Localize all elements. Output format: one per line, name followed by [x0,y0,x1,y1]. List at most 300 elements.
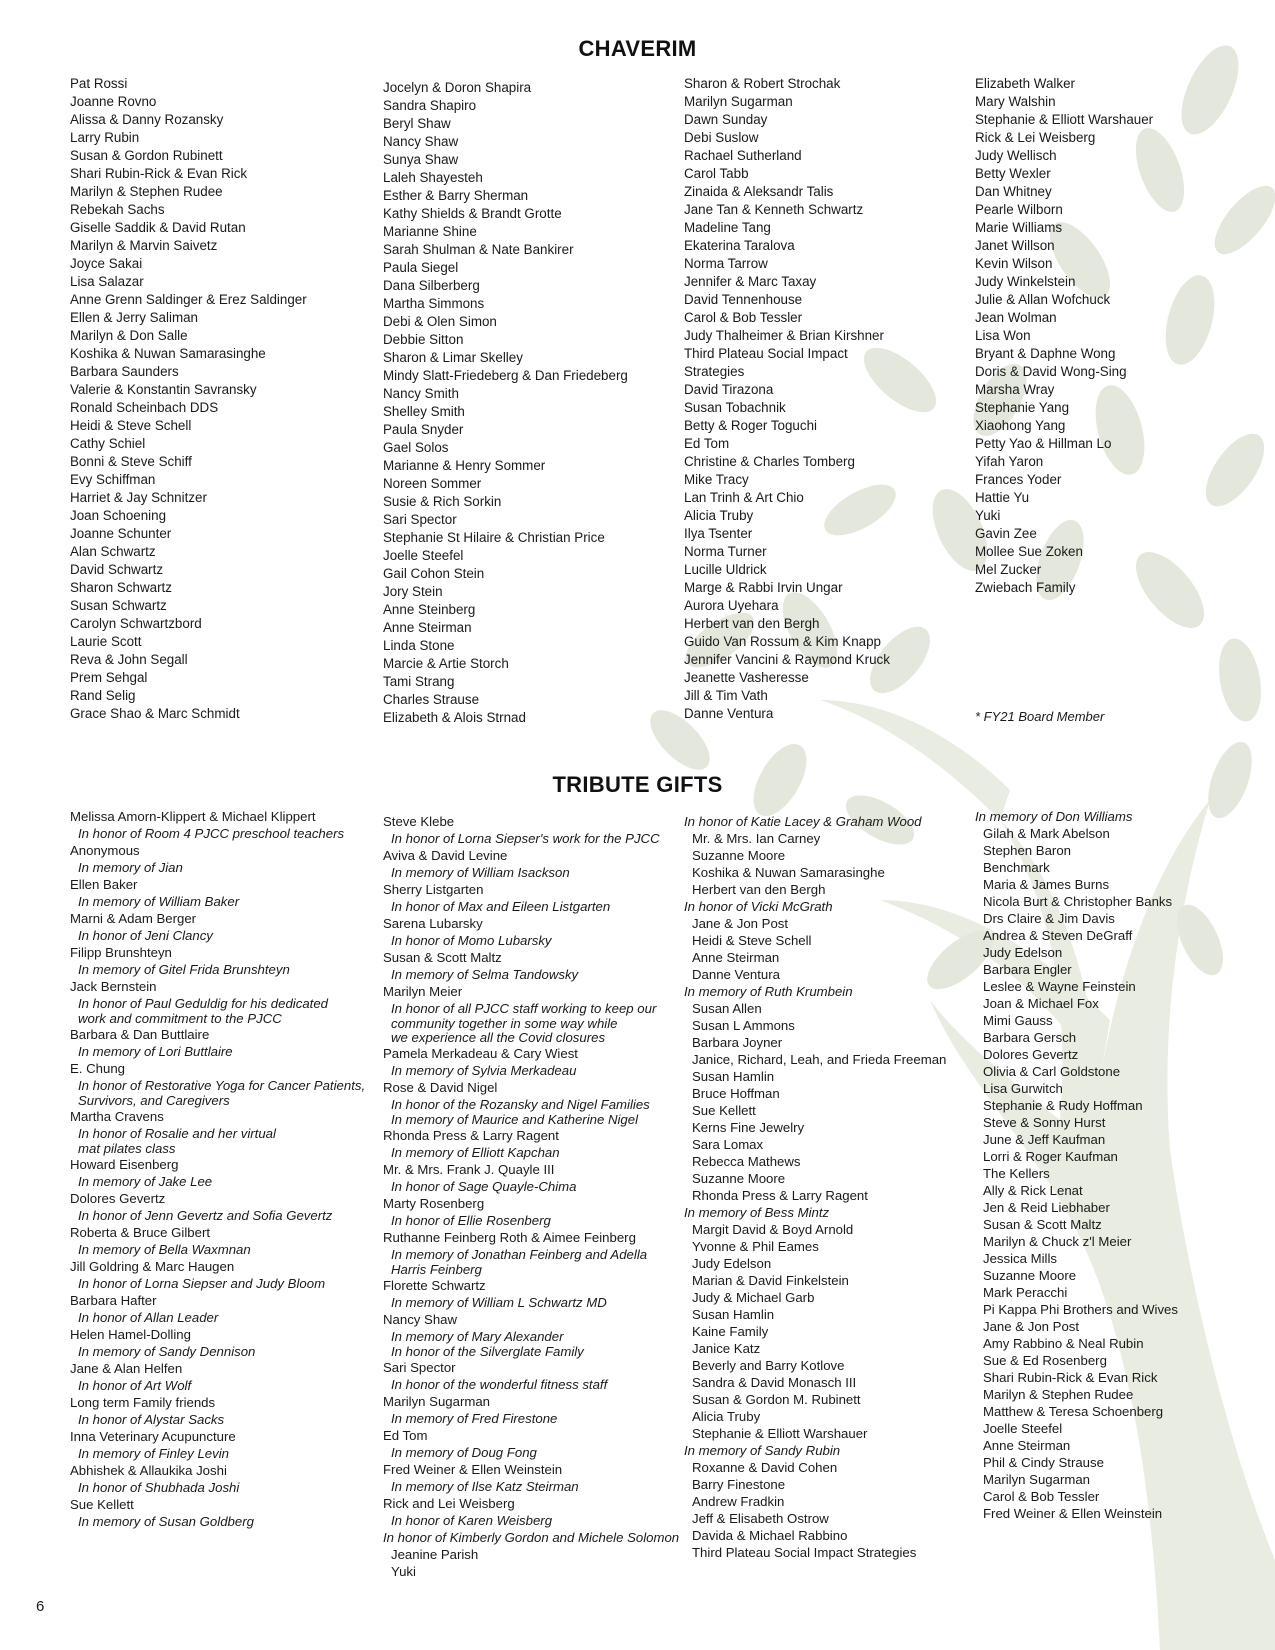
donor-name: Marge & Rabbi Irvin Ungar [684,580,843,595]
tribute-group-donor: Barry Finestone [692,1477,786,1492]
tribute-dedication: In honor of Ellie Rosenberg [391,1213,551,1228]
tribute-dedication: In honor of Restorative Yoga for Cancer Patients, [78,1078,366,1093]
tribute-donor: Florette Schwartz [383,1278,486,1293]
tribute-group-donor: Amy Rabbino & Neal Rubin [983,1336,1144,1351]
tribute-dedication: In memory of Bella Waxmnan [78,1242,251,1257]
tribute-group-donor: Anne Steirman [983,1438,1071,1453]
donor-name: Hattie Yu [975,490,1030,505]
donor-name: Joanne Schunter [70,526,172,541]
tribute-group-donor: Danne Ventura [692,967,780,982]
tribute-group-donor: Roxanne & David Cohen [692,1460,838,1475]
tribute-group-donor: Yvonne & Phil Eames [692,1239,819,1254]
donor-name: Carol & Bob Tessler [684,310,803,325]
donor-name: Debi Suslow [684,130,759,145]
tribute-group-donor: Gilah & Mark Abelson [983,826,1110,841]
tribute-group-donor: Nicola Burt & Christopher Banks [983,894,1173,909]
donor-name: Marcie & Artie Storch [383,656,509,671]
tribute-group-donor: Barbara Joyner [692,1035,783,1050]
donor-name: Susan Schwartz [70,598,167,613]
donor-name: Jean Wolman [975,310,1057,325]
tribute-group-heading: In honor of Kimberly Gordon and Michele Solomon [383,1530,680,1545]
tribute-donor: Sari Spector [383,1360,456,1375]
donor-name: Ronald Scheinbach DDS [70,400,219,415]
tribute-donor: Ellen Baker [70,877,138,892]
chaverim-column-2 [383,79,683,727]
donor-name: Julie & Allan Wofchuck [975,292,1111,307]
tribute-donor: Martha Cravens [70,1109,164,1124]
tribute-dedication: In memory of Fred Firestone [391,1411,558,1426]
tribute-group-heading: In memory of Ruth Krumbein [684,984,853,999]
donor-name: Debbie Sitton [383,332,464,347]
tribute-group-donor: Susan Hamlin [692,1307,775,1322]
donor-name: Marsha Wray [975,382,1055,397]
tribute-group-donor: Stephanie & Rudy Hoffman [983,1098,1143,1113]
board-member-note: * FY21 Board Member [975,709,1105,724]
tribute-group-donor: Matthew & Teresa Schoenberg [983,1404,1164,1419]
donor-name: Zwiebach Family [975,580,1076,595]
tribute-group-donor: Mark Peracchi [983,1285,1068,1300]
donor-name: Susan Tobachnik [684,400,786,415]
tribute-dedication: In honor of Shubhada Joshi [78,1480,240,1495]
donor-name: Paula Siegel [383,260,459,275]
donor-name: David Schwartz [70,562,164,577]
tribute-dedication: In memory of William Isackson [391,865,570,880]
tribute-dedication: Survivors, and Caregivers [78,1093,230,1108]
tribute-group-donor: Heidi & Steve Schell [692,933,812,948]
tribute-group-donor: Marilyn & Chuck z'l Meier [983,1234,1132,1249]
tribute-group-donor: Suzanne Moore [983,1268,1077,1283]
tribute-dedication: In memory of Elliott Kapchan [391,1145,560,1160]
tribute-group-donor: Joan & Michael Fox [983,996,1099,1011]
donor-name: Strategies [684,364,745,379]
donor-name: Aurora Uyehara [684,598,779,613]
tribute-group-heading: In honor of Katie Lacey & Graham Wood [684,814,922,829]
tribute-donor: Ed Tom [383,1428,428,1443]
tribute-group-donor: Stephanie & Elliott Warshauer [692,1426,868,1441]
tribute-group-heading: In memory of Bess Mintz [684,1205,830,1220]
donor-name: Jill & Tim Vath [684,688,768,703]
donor-name: Rebekah Sachs [70,202,165,217]
donor-name: Stephanie Yang [975,400,1070,415]
tribute-group-donor: Jane & Jon Post [983,1319,1080,1334]
donor-name: Laleh Shayesteh [383,170,483,185]
donor-name: Gail Cohon Stein [383,566,485,581]
donor-name: Dana Silberberg [383,278,480,293]
donor-name: Prem Sehgal [70,670,148,685]
tribute-group-donor: Sue & Ed Rosenberg [983,1353,1107,1368]
chaverim-title: CHAVERIM [578,36,697,61]
donor-name: Marilyn & Marvin Saivetz [70,238,218,253]
tribute-donor: Ruthanne Feinberg Roth & Aimee Feinberg [383,1230,636,1245]
tribute-group-donor: Pi Kappa Phi Brothers and Wives [983,1302,1178,1317]
donor-name: Marilyn & Stephen Rudee [70,184,223,199]
donor-name: Marianne & Henry Sommer [383,458,546,473]
tribute-dedication: In memory of Lori Buttlaire [78,1044,233,1059]
tribute-donor: Marilyn Sugarman [383,1394,491,1409]
donor-name: Mary Walshin [975,94,1056,109]
tribute-group-heading: In memory of Sandy Rubin [684,1443,841,1458]
tribute-group-donor: Dolores Gevertz [983,1047,1079,1062]
tribute-group-donor: Shari Rubin-Rick & Evan Rick [983,1370,1158,1385]
donor-name: Ed Tom [684,436,730,451]
tribute-group-donor: Jeff & Elisabeth Ostrow [692,1511,829,1526]
donor-name: Alan Schwartz [70,544,156,559]
tribute-donor: Sherry Listgarten [383,882,484,897]
tribute-dedication: In honor of the Silverglate Family [391,1344,584,1359]
tribute-group-donor: Judy & Michael Garb [692,1290,815,1305]
tribute-donor: Rick and Lei Weisberg [383,1496,515,1511]
tribute-group-donor: Janice Katz [692,1341,761,1356]
donor-name: Mel Zucker [975,562,1042,577]
donor-name: Betty & Roger Toguchi [684,418,817,433]
tribute-dedication: In honor of Art Wolf [78,1378,192,1393]
tribute-group-heading: In memory of Don Williams [975,809,1133,824]
tribute-dedication: In memory of Jonathan Feinberg and Adella [391,1247,648,1262]
donor-name: Anne Grenn Saldinger & Erez Saldinger [70,292,307,307]
donor-name: Dan Whitney [975,184,1052,199]
tribute-group-donor: Susan Hamlin [692,1069,775,1084]
tribute-dedication: mat pilates class [78,1141,176,1156]
tribute-group-donor: Benchmark [983,860,1050,875]
donor-name: Janet Willson [975,238,1055,253]
tribute-column-2 [383,813,683,1580]
tribute-group-donor: Jen & Reid Liebhaber [983,1200,1110,1215]
donor-name: Kevin Wilson [975,256,1053,271]
tribute-group-donor: Barbara Gersch [983,1030,1077,1045]
tribute-dedication: In memory of Jian [78,860,183,875]
donor-name: Bonni & Steve Schiff [70,454,192,469]
donor-name: Joan Schoening [70,508,167,523]
tribute-dedication: In honor of Momo Lubarsky [391,933,552,948]
tribute-group-donor: Kerns Fine Jewelry [692,1120,805,1135]
donor-name: Gavin Zee [975,526,1037,541]
donor-name: Lan Trinh & Art Chio [684,490,804,505]
tribute-group-donor: Marilyn Sugarman [983,1472,1091,1487]
tribute-group-donor: Alicia Truby [692,1409,761,1424]
tribute-dedication: In honor of Sage Quayle-Chima [391,1179,577,1194]
donor-name: Pearle Wilborn [975,202,1063,217]
tribute-group-donor: Leslee & Wayne Feinstein [983,979,1136,994]
tribute-donor: Marilyn Meier [383,984,463,999]
tribute-donor: Melissa Amorn-Klippert & Michael Klippert [70,809,316,824]
tribute-dedication: community together in some way while [391,1016,618,1031]
donor-name: David Tennenhouse [684,292,803,307]
tribute-donor: Long term Family friends [70,1395,216,1410]
tribute-dedication: In memory of Susan Goldberg [78,1514,254,1529]
tribute-dedication: In honor of Karen Weisberg [391,1513,553,1528]
page-number: 6 [36,1598,45,1615]
tribute-donor: Abhishek & Allaukika Joshi [70,1463,227,1478]
tribute-group-donor: Andrew Fradkin [692,1494,785,1509]
donor-name: Yuki [975,508,1001,523]
tribute-donor: Sarena Lubarsky [383,916,483,931]
tribute-donor: Helen Hamel-Dolling [70,1327,191,1342]
donor-name: Dawn Sunday [684,112,768,127]
donor-name: Joanne Rovno [70,94,157,109]
donor-name: Debi & Olen Simon [383,314,497,329]
tribute-donor: E. Chung [70,1061,125,1076]
tribute-group-donor: Olivia & Carl Goldstone [983,1064,1121,1079]
tribute-donor: Nancy Shaw [383,1312,458,1327]
donor-name: Sharon Schwartz [70,580,172,595]
tribute-group-donor: Rebecca Mathews [692,1154,801,1169]
donor-name: Marianne Shine [383,224,477,239]
tribute-group-donor: Yuki [391,1564,416,1579]
donor-name: Alicia Truby [684,508,754,523]
tribute-donor: Marni & Adam Berger [70,911,197,926]
tribute-group-donor: Susan & Scott Maltz [983,1217,1102,1232]
tribute-column-3 [684,813,984,1561]
donor-name: Mollee Sue Zoken [975,544,1083,559]
tribute-dedication: Harris Feinberg [391,1262,482,1277]
donor-name: Ekaterina Taralova [684,238,795,253]
donor-name: Ellen & Jerry Saliman [70,310,199,325]
donor-name: Linda Stone [383,638,455,653]
tribute-donor: Filipp Brunshteyn [70,945,172,960]
donor-name: Jocelyn & Doron Shapira [383,80,532,95]
donor-name: Rand Selig [70,688,136,703]
donor-name: Betty Wexler [975,166,1051,181]
tribute-donor: Barbara Hafter [70,1293,157,1308]
tribute-donor: Susan & Scott Maltz [383,950,502,965]
tribute-group-donor: Steve & Sonny Hurst [983,1115,1106,1130]
tribute-group-donor: Ally & Rick Lenat [983,1183,1083,1198]
tribute-group-donor: Jeanine Parish [391,1547,479,1562]
tribute-group-heading: In honor of Vicki McGrath [684,899,833,914]
tribute-group-donor: June & Jeff Kaufman [983,1132,1106,1147]
tribute-group-donor: Judy Edelson [692,1256,772,1271]
donor-name: David Tirazona [684,382,774,397]
tribute-donor: Howard Eisenberg [70,1157,179,1172]
tribute-group-donor: Susan Allen [692,1001,762,1016]
tribute-group-donor: Margit David & Boyd Arnold [692,1222,854,1237]
tribute-group-donor: Rhonda Press & Larry Ragent [692,1188,868,1203]
tribute-donor: Rhonda Press & Larry Ragent [383,1128,559,1143]
donor-name: Sharon & Robert Strochak [684,76,841,91]
donor-name: Madeline Tang [684,220,771,235]
donor-name: Lisa Salazar [70,274,144,289]
donor-name: Judy Winkelstein [975,274,1076,289]
donor-name: Lucille Uldrick [684,562,767,577]
tribute-dedication: In memory of William L Schwartz MD [391,1295,607,1310]
tribute-group-donor: Herbert van den Bergh [692,882,826,897]
tribute-group-donor: Susan & Gordon M. Rubinett [692,1392,861,1407]
tribute-dedication: In memory of Sylvia Merkadeau [391,1063,577,1078]
tribute-dedication: In memory of Finley Levin [78,1446,229,1461]
tribute-group-donor: Koshika & Nuwan Samarasinghe [692,865,885,880]
tribute-dedication: In memory of Sandy Dennison [78,1344,256,1359]
tribute-group-donor: Lisa Gurwitch [983,1081,1063,1096]
donor-name: Petty Yao & Hillman Lo [975,436,1112,451]
tribute-group-donor: Marian & David Finkelstein [692,1273,849,1288]
donor-name: Zinaida & Aleksandr Talis [684,184,834,199]
tribute-dedication: In honor of Rosalie and her virtual [78,1126,276,1141]
chaverim-column-1 [70,75,370,723]
donor-name: Noreen Sommer [383,476,482,491]
tribute-dedication: In honor of Alystar Sacks [78,1412,225,1427]
tribute-group-donor: Fred Weiner & Ellen Weinstein [983,1506,1163,1521]
tribute-donor: Jane & Alan Helfen [70,1361,183,1376]
tribute-group-donor: Marilyn & Stephen Rudee [983,1387,1134,1402]
tribute-dedication: In honor of Paul Geduldig for his dedicated [78,996,328,1011]
tribute-dedication: In honor of Lorna Siepser's work for the PJCC [391,831,660,846]
donor-name: Susan & Gordon Rubinett [70,148,223,163]
donor-name: Frances Yoder [975,472,1062,487]
tribute-group-donor: Lorri & Roger Kaufman [983,1149,1118,1164]
tribute-donor: Fred Weiner & Ellen Weinstein [383,1462,563,1477]
tribute-dedication: In honor of Jeni Clancy [78,928,213,943]
tribute-group-donor: Joelle Steefel [983,1421,1063,1436]
donor-name: Susie & Rich Sorkin [383,494,502,509]
tribute-donor: Anonymous [70,843,140,858]
donor-name: Joyce Sakai [70,256,143,271]
donor-name: Reva & John Segall [70,652,188,667]
tribute-group-donor: The Kellers [983,1166,1050,1181]
donor-name: Herbert van den Bergh [684,616,820,631]
donor-name: Joelle Steefel [383,548,464,563]
tribute-dedication: In honor of Allan Leader [78,1310,219,1325]
tribute-dedication: In honor of all PJCC staff working to keep our [391,1001,657,1016]
donor-name: Giselle Saddik & David Rutan [70,220,246,235]
tribute-dedication: In memory of Ilse Katz Steirman [391,1479,579,1494]
donor-name: Doris & David Wong-Sing [975,364,1127,379]
tribute-dedication: In honor of Lorna Siepser and Judy Bloom [78,1276,326,1291]
donor-name: Sandra Shapiro [383,98,477,113]
donor-name: Guido Van Rossum & Kim Knapp [684,634,881,649]
tribute-donor: Roberta & Bruce Gilbert [70,1225,210,1240]
tribute-donor: Barbara & Dan Buttlaire [70,1027,210,1042]
donor-name: Laurie Scott [70,634,142,649]
tribute-group-donor: Sara Lomax [692,1137,764,1152]
donor-name: Carol Tabb [684,166,749,181]
tribute-gifts-title: TRIBUTE GIFTS [552,772,723,797]
chaverim-column-4 [975,75,1275,597]
donor-name: Charles Strause [383,692,480,707]
donor-name: Martha Simmons [383,296,485,311]
donor-name: Judy Thalheimer & Brian Kirshner [684,328,884,343]
tribute-group-donor: Stephen Baron [983,843,1071,858]
donor-name: Paula Snyder [383,422,464,437]
donor-name: Carolyn Schwartzbord [70,616,202,631]
donor-name: Grace Shao & Marc Schmidt [70,706,240,721]
tribute-dedication: In honor of Room 4 PJCC preschool teachers [78,826,345,841]
donor-name: Shelley Smith [383,404,465,419]
donor-name: Jeanette Vasheresse [684,670,809,685]
tribute-dedication: In honor of Max and Eileen Listgarten [391,899,611,914]
tribute-group-donor: Carol & Bob Tessler [983,1489,1100,1504]
tribute-group-donor: Barbara Engler [983,962,1072,977]
donor-name: Cathy Schiel [70,436,146,451]
tribute-dedication: we experience all the Covid closures [391,1030,606,1045]
tribute-dedication: In memory of Doug Fong [391,1445,537,1460]
donor-name: Sunya Shaw [383,152,459,167]
donor-name: Pat Rossi [70,76,128,91]
donor-name: Stephanie St Hilaire & Christian Price [383,530,605,545]
tribute-group-donor: Mr. & Mrs. Ian Carney [692,831,821,846]
tribute-group-donor: Maria & James Burns [983,877,1110,892]
donor-name: Marilyn & Don Salle [70,328,188,343]
donor-name: Danne Ventura [684,706,774,721]
tribute-donor: Dolores Gevertz [70,1191,166,1206]
chaverim-column-3 [684,75,984,723]
donor-name: Third Plateau Social Impact [684,346,848,361]
tribute-group-donor: Jessica Mills [983,1251,1058,1266]
donor-name: Alissa & Danny Rozansky [70,112,224,127]
donor-name: Esther & Barry Sherman [383,188,529,203]
tribute-group-donor: Anne Steirman [692,950,780,965]
tribute-donor: Rose & David Nigel [383,1080,498,1095]
donor-name: Nancy Smith [383,386,459,401]
donor-name: Judy Wellisch [975,148,1057,163]
donor-name: Xiaohong Yang [975,418,1066,433]
donor-name: Harriet & Jay Schnitzer [70,490,207,505]
tribute-dedication: In memory of Maurice and Katherine Nigel [391,1112,639,1127]
tribute-group-donor: Bruce Hoffman [692,1086,780,1101]
donor-name: Lisa Won [975,328,1031,343]
tribute-group-donor: Suzanne Moore [692,848,786,863]
donor-name: Mike Tracy [684,472,749,487]
donor-name: Marie Williams [975,220,1063,235]
donor-name: Rick & Lei Weisberg [975,130,1096,145]
donor-name: Shari Rubin-Rick & Evan Rick [70,166,248,181]
tribute-dedication: work and commitment to the PJCC [78,1011,282,1026]
tribute-donor: Pamela Merkadeau & Cary Wiest [383,1046,578,1061]
tribute-dedication: In memory of William Baker [78,894,240,909]
donor-name: Norma Turner [684,544,767,559]
tribute-group-donor: Davida & Michael Rabbino [692,1528,848,1543]
donor-name: Jory Stein [383,584,443,599]
tribute-dedication: In memory of Gitel Frida Brunshteyn [78,962,290,977]
tribute-donor: Jack Bernstein [70,979,157,994]
tribute-group-donor: Susan L Ammons [692,1018,795,1033]
tribute-group-donor: Judy Edelson [983,945,1063,960]
donor-name: Norma Tarrow [684,256,768,271]
donor-name: Rachael Sutherland [684,148,802,163]
donor-name: Ilya Tsenter [684,526,753,541]
tribute-dedication: In memory of Mary Alexander [391,1329,564,1344]
donor-name: Christine & Charles Tomberg [684,454,855,469]
donor-name: Evy Schiffman [70,472,156,487]
tribute-group-donor: Sue Kellett [692,1103,756,1118]
tribute-group-donor: Phil & Cindy Strause [983,1455,1104,1470]
tribute-donor: Jill Goldring & Marc Haugen [70,1259,235,1274]
tribute-dedication: In honor of the wonderful fitness staff [391,1377,608,1392]
donor-name: Kathy Shields & Brandt Grotte [383,206,562,221]
donor-name: Jane Tan & Kenneth Schwartz [684,202,864,217]
tribute-group-donor: Janice, Richard, Leah, and Frieda Freeman [692,1052,947,1067]
donor-name: Barbara Saunders [70,364,179,379]
donor-name: Beryl Shaw [383,116,451,131]
donor-name: Tami Strang [383,674,455,689]
donor-name: Mindy Slatt-Friedeberg & Dan Friedeberg [383,368,628,383]
tribute-group-donor: Jane & Jon Post [692,916,789,931]
donor-name: Sarah Shulman & Nate Bankirer [383,242,574,257]
tribute-donor: Steve Klebe [383,814,455,829]
tribute-group-donor: Drs Claire & Jim Davis [983,911,1115,926]
tribute-dedication: In memory of Jake Lee [78,1174,213,1189]
donor-name: Gael Solos [383,440,449,455]
donor-name: Yifah Yaron [975,454,1044,469]
tribute-group-donor: Third Plateau Social Impact Strategies [692,1545,917,1560]
donor-name: Valerie & Konstantin Savransky [70,382,257,397]
tribute-donor: Sue Kellett [70,1497,134,1512]
tribute-donor: Marty Rosenberg [383,1196,485,1211]
donor-name: Elizabeth & Alois Strnad [383,710,526,725]
tribute-group-donor: Beverly and Barry Kotlove [692,1358,845,1373]
tribute-group-donor: Sandra & David Monasch III [692,1375,857,1390]
donor-name: Stephanie & Elliott Warshauer [975,112,1154,127]
donor-name: Anne Steinberg [383,602,476,617]
